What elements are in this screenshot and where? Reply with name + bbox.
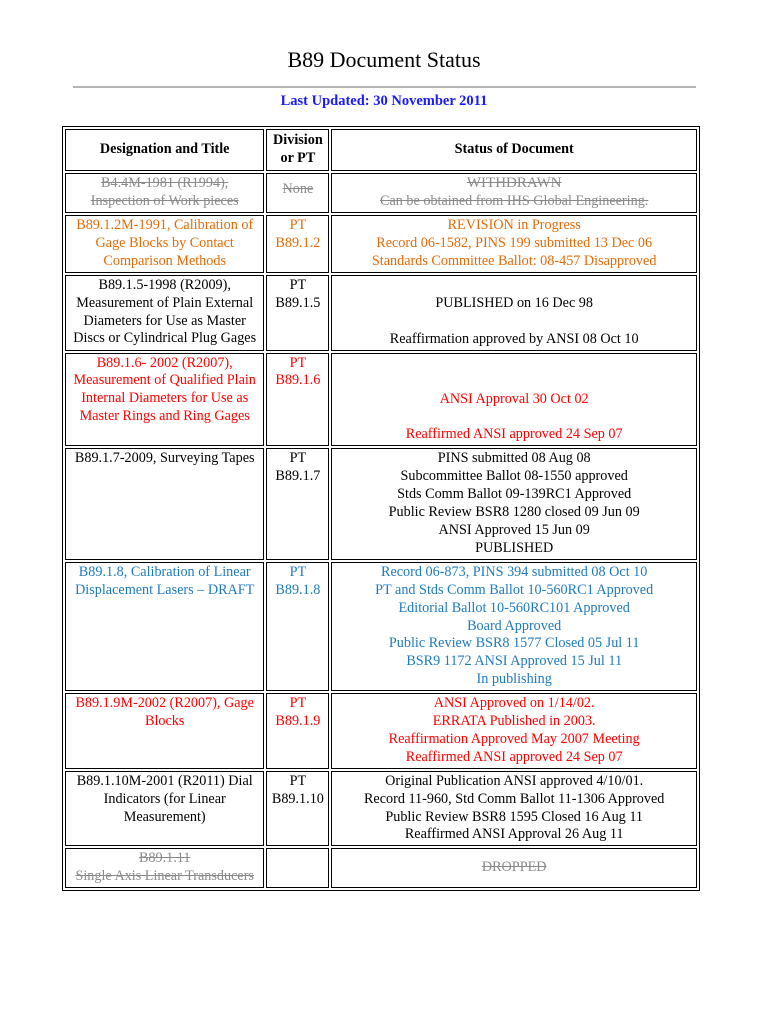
division-text: B89.1.6	[275, 372, 321, 389]
division-cell	[266, 562, 329, 691]
designation-text: B89.1.11	[138, 850, 191, 867]
designation-cell	[65, 353, 264, 447]
designation-cell	[65, 173, 264, 213]
status-text: Reaffirmed ANSI Approval 26 Aug 11	[404, 826, 624, 843]
table-header-row	[65, 129, 697, 171]
status-text: Reaffirmation Approved May 2007 Meeting	[388, 730, 640, 747]
division-text: PT	[289, 772, 307, 789]
table-row	[65, 173, 697, 213]
division-text: PT	[289, 450, 307, 467]
header-designation: Designation and Title	[65, 129, 264, 171]
title-divider	[73, 86, 696, 88]
status-text: Stds Comm Ballot 09-139RC1 Approved	[397, 486, 632, 503]
status-cell	[331, 562, 697, 691]
status-text: Record 06-1582, PINS 199 submitted 13 Dec 06	[376, 234, 653, 251]
division-cell	[266, 771, 329, 847]
division-text: B89.1.7	[275, 468, 321, 485]
division-text: B89.1.9	[275, 713, 321, 730]
status-text: ANSI Approval 30 Oct 02	[439, 390, 589, 407]
designation-text: B89.1.8, Calibration of Linear Displacement Lasers – DRAFT	[75, 563, 255, 598]
status-text: Can be obtained from IHS Global Engineering.	[380, 192, 649, 209]
status-text: Public Review BSR8 1280 closed 09 Jun 09	[388, 504, 640, 521]
division-text: PT	[289, 695, 307, 712]
designation-cell	[65, 562, 264, 691]
division-cell	[266, 848, 329, 888]
status-text: Subcommittee Ballot 08-1550 approved	[400, 468, 628, 485]
division-text: PT	[289, 217, 307, 233]
table-row	[65, 562, 697, 691]
table-row	[65, 275, 697, 351]
status-text: Editorial Ballot 10-560RC101 Approved	[398, 599, 630, 616]
status-text: Original Publication ANSI approved 4/10/01.	[385, 772, 644, 789]
status-text: Record 11-960, Std Comm Ballot 11-1306 Approved	[363, 790, 665, 807]
designation-text: Single Axis Linear Transducers	[75, 868, 254, 885]
status-text: Board Approved	[467, 617, 562, 634]
status-cell	[331, 848, 697, 888]
last-updated: Last Updated: 30 November 2011	[280, 93, 488, 109]
division-cell	[266, 693, 329, 769]
designation-cell	[65, 848, 264, 888]
table-row	[65, 215, 697, 273]
division-text: PT	[289, 276, 307, 293]
division-cell	[266, 448, 329, 559]
status-cell	[331, 173, 697, 213]
table-row	[65, 448, 697, 559]
division-cell	[266, 215, 329, 273]
status-text: ERRATA Published in 2003.	[432, 713, 596, 730]
division-text: PT	[289, 354, 307, 371]
division-cell	[266, 275, 329, 351]
designation-text: B89.1.5-1998 (R2009), Measurement of Plain External Diameters for Use as Master Discs or Cylindrical Plug Gages	[73, 276, 257, 347]
status-text: BSR9 1172 ANSI Approved 15 Jul 11	[406, 653, 623, 670]
document-status-table	[62, 126, 700, 891]
division-text: B89.1.8	[275, 581, 321, 598]
status-cell	[331, 275, 697, 351]
status-cell	[331, 693, 697, 769]
header-status: Status of Document	[331, 129, 697, 171]
table-row	[65, 693, 697, 769]
table-row	[65, 848, 697, 888]
status-cell	[331, 771, 697, 847]
designation-text: B89.1.9M-2002 (R2007), Gage Blocks	[75, 695, 254, 730]
division-cell	[266, 353, 329, 447]
status-text: Reaffirmation approved by ANSI 08 Oct 10	[389, 330, 639, 347]
status-text: REVISION in Progress	[447, 217, 581, 233]
designation-text: B89.1.10M-2001 (R2011) Dial Indicators (for Linear Measurement)	[76, 772, 253, 825]
status-text: PINS submitted 08 Aug 08	[437, 450, 591, 467]
table-row	[65, 353, 697, 447]
division-text: B89.1.10	[271, 790, 324, 807]
status-text: PUBLISHED	[475, 539, 554, 556]
status-text: Standards Committee Ballot: 08-457 Disapproved	[371, 252, 657, 269]
status-cell	[331, 215, 697, 273]
designation-cell	[65, 693, 264, 769]
designation-text: Inspection of Work pieces	[90, 192, 239, 209]
status-text: In publishing	[476, 671, 552, 688]
division-text: B89.1.2	[275, 234, 321, 251]
status-text: ANSI Approved 15 Jun 09	[438, 521, 590, 538]
status-cell	[331, 353, 697, 447]
status-text: WITHDRAWN	[466, 175, 562, 191]
status-text: PT and Stds Comm Ballot 10-560RC1 Approved	[375, 581, 654, 598]
status-text: Public Review BSR8 1577 Closed 05 Jul 11	[388, 635, 640, 652]
designation-cell	[65, 215, 264, 273]
table-row	[65, 771, 697, 847]
division-text: None	[282, 181, 314, 197]
division-cell	[266, 173, 329, 213]
designation-cell	[65, 771, 264, 847]
status-text: Public Review BSR8 1595 Closed 16 Aug 11	[385, 808, 643, 825]
status-text: ANSI Approved on 1/14/02.	[433, 695, 595, 712]
division-text: PT	[289, 563, 307, 580]
header-division: Division or PT	[266, 129, 329, 171]
designation-cell	[65, 448, 264, 559]
status-text: Record 06-873, PINS 394 submitted 08 Oct 10	[380, 563, 648, 580]
designation-text: B4.4M-1981 (R1994),	[101, 175, 229, 191]
status-text: Reaffirmed ANSI approved 24 Sep 07	[405, 748, 623, 765]
division-text: B89.1.5	[275, 294, 321, 311]
designation-text: B89.1.2M-1991, Calibration of Gage Blocks by Contact Comparison Methods	[76, 217, 254, 269]
status-cell	[331, 448, 697, 559]
status-text: DROPPED	[481, 859, 547, 876]
designation-cell	[65, 275, 264, 351]
page-title: B89 Document Status	[287, 47, 481, 72]
status-text: PUBLISHED on 16 Dec 98	[435, 294, 593, 311]
status-text: Reaffirmed ANSI approved 24 Sep 07	[405, 426, 623, 443]
designation-text: B89.1.7-2009, Surveying Tapes	[74, 450, 255, 467]
designation-text: B89.1.6- 2002 (R2007), Measurement of Qualified Plain Internal Diameters for Use as Master Rings and Ring Gages	[73, 354, 256, 425]
